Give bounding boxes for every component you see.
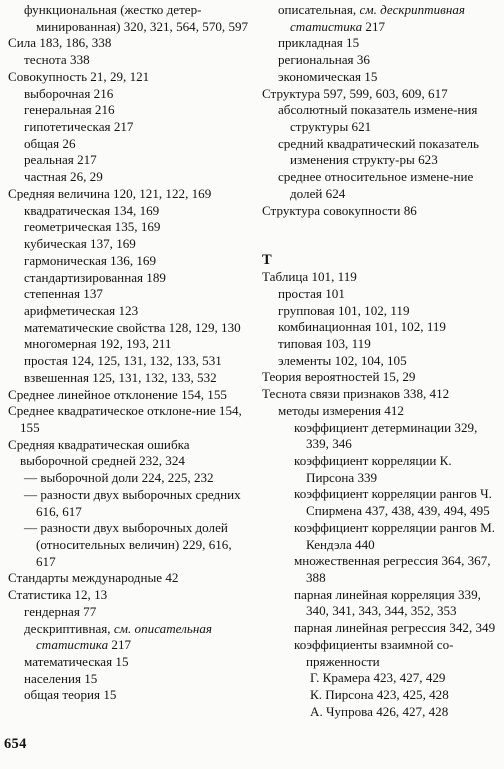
entry-text: Т [262, 252, 272, 269]
index-entry [262, 403, 502, 420]
index-entry [8, 286, 252, 303]
index-entry [8, 370, 252, 387]
index-entry [8, 320, 252, 337]
index-entry [262, 386, 502, 403]
index-entry [8, 169, 252, 186]
index-entry [8, 570, 252, 587]
entry-text: Структура 597, 599, 603, 609, 617 [262, 85, 448, 101]
entry-text: элементы 102, 104, 105 [278, 352, 407, 368]
cross-reference: см. описательная статистика [36, 620, 212, 653]
entry-text: математические свойства 128, 129, 130 [24, 319, 241, 335]
entry-text: — разности двух выборочных средних 616, 617 [24, 486, 241, 519]
index-entry [8, 403, 252, 436]
entry-text: общая теория 15 [24, 687, 117, 703]
entry-text: дескриптивная, [24, 620, 114, 636]
index-entry [262, 670, 502, 687]
index-section-letter [262, 252, 502, 269]
entry-text: простая 101 [278, 285, 345, 301]
entry-text: Средняя квадратическая ошибка выборочной средней 232, 324 [8, 436, 190, 469]
page-number: 654 [4, 736, 27, 752]
entry-text: К. Пирсона 423, 425, 428 [310, 687, 449, 703]
entry-text: простая 124, 125, 131, 132, 133, 531 [24, 353, 222, 369]
index-entry [8, 69, 252, 86]
entry-text: математическая 15 [24, 654, 129, 670]
index-entry [8, 487, 252, 520]
section-spacer [262, 219, 502, 252]
entry-text: — разности двух выборочных долей (относительных величин) 229, 616, 617 [24, 520, 232, 569]
index-entry [8, 270, 252, 287]
index-entry [8, 203, 252, 220]
entry-text: степенная 137 [24, 286, 103, 302]
index-entry [262, 369, 502, 386]
entry-text: Г. Крамера 423, 427, 429 [310, 670, 446, 686]
index-column-left [8, 2, 252, 704]
index-entry [8, 387, 252, 404]
entry-text: средний квадратический показатель изменения структу-ры 623 [278, 135, 479, 168]
index-entry [262, 69, 502, 86]
index-entry [262, 35, 502, 52]
index-entry [262, 203, 502, 220]
entry-text: парная линейная корреляция 339, 340, 341, 343, 344, 352, 353 [294, 586, 481, 619]
index-entry [262, 319, 502, 336]
index-entry [8, 687, 252, 704]
index-entry [8, 2, 252, 35]
index-entry [8, 119, 252, 136]
entry-text: общая 26 [24, 135, 76, 151]
entry-text: стандартизированная 189 [24, 269, 166, 285]
index-entry [262, 687, 502, 704]
entry-text: геометрическая 135, 169 [24, 219, 161, 235]
entry-text: арифметическая 123 [24, 302, 139, 318]
entry-text: гипотетическая 217 [24, 119, 134, 135]
entry-text: комбинационная 101, 102, 119 [278, 319, 446, 335]
index-entry [8, 336, 252, 353]
index-entry [262, 52, 502, 69]
index-entry [8, 654, 252, 671]
entry-text: Теория вероятностей 15, 29 [262, 369, 416, 385]
index-entry [262, 353, 502, 370]
index-entry [262, 587, 502, 620]
index-entry [8, 52, 252, 69]
index-entry [8, 604, 252, 621]
entry-text: частная 26, 29 [24, 169, 103, 185]
index-entry [262, 336, 502, 353]
index-entry [262, 169, 502, 202]
index-entry [8, 621, 252, 654]
index-entry [8, 520, 252, 570]
entry-text: выборочная 216 [24, 85, 114, 101]
index-entry [8, 136, 252, 153]
entry-text: Статистика 12, 13 [8, 587, 108, 603]
entry-text: абсолютный показатель измене-ния структуры 621 [278, 102, 478, 135]
index-entry [262, 620, 502, 637]
index-entry [262, 486, 502, 519]
entry-text: коэффициент корреляции рангов М. Кендэла 440 [294, 519, 496, 552]
index-entry [262, 2, 502, 35]
index-entry [8, 353, 252, 370]
entry-text: Теснота связи признаков 338, 412 [262, 386, 450, 402]
entry-text: описательная, [278, 2, 360, 17]
entry-text: региональная 36 [278, 52, 370, 68]
entry-text: взвешенная 125, 131, 132, 133, 532 [24, 369, 217, 385]
index-entry [8, 303, 252, 320]
entry-text: Стандарты международные 42 [8, 570, 179, 586]
entry-text: среднее относительное измене-ние долей 624 [278, 169, 474, 201]
index-entry [262, 420, 502, 453]
entry-text: коэффициент корреляции К. Пирсона 339 [294, 452, 452, 485]
index-entry [262, 520, 502, 553]
entry-text: генеральная 216 [24, 102, 115, 118]
entry-text: 217 [362, 18, 386, 34]
entry-text: реальная 217 [24, 152, 97, 168]
entry-text: гармоническая 136, 169 [24, 252, 157, 268]
index-entry [262, 704, 502, 721]
index-entry [262, 286, 502, 303]
entry-text: коэффициенты взаимной со-пряженности [294, 636, 454, 669]
entry-text: Сила 183, 186, 338 [8, 35, 112, 51]
entry-text: гендерная 77 [24, 603, 97, 619]
index-entry [262, 303, 502, 320]
index-entry [8, 437, 252, 470]
entry-text: множественная регрессия 364, 367, 388 [294, 553, 491, 585]
entry-text: населения 15 [24, 670, 98, 686]
index-entry [8, 186, 252, 203]
entry-text: теснота 338 [24, 52, 90, 68]
entry-text: Среднее линейное отклонение 154, 155 [8, 386, 227, 402]
entry-text: квадратическая 134, 169 [24, 202, 160, 218]
entry-text: функциональная (жестко детер-минированная) 320, 321, 564, 570, 597 [24, 2, 249, 34]
index-entry [8, 671, 252, 688]
index-entry [8, 253, 252, 270]
entry-text: групповая 101, 102, 119 [278, 302, 410, 318]
entry-text: Таблица 101, 119 [262, 269, 357, 285]
index-entry [262, 86, 502, 103]
entry-text: Средняя величина 120, 121, 122, 169 [8, 185, 212, 201]
index-column-right [262, 2, 502, 720]
entry-text: прикладная 15 [278, 35, 360, 51]
cross-reference: см. дескриптивная статистика [290, 2, 465, 34]
index-entry [262, 102, 502, 135]
index-entry [8, 470, 252, 487]
index-entry [262, 453, 502, 486]
entry-text: кубическая 137, 169 [24, 236, 136, 252]
index-entry [262, 136, 502, 169]
index-entry [8, 152, 252, 169]
entry-text: Совокупность 21, 29, 121 [8, 68, 150, 84]
index-entry [262, 553, 502, 586]
index-entry [262, 269, 502, 286]
entry-text: парная линейная регрессия 342, 349 [294, 620, 496, 636]
index-entry [8, 219, 252, 236]
index-entry [262, 637, 502, 670]
index-entry [8, 35, 252, 52]
entry-text: Структура совокупности 86 [262, 202, 417, 218]
entry-text: экономическая 15 [278, 68, 378, 84]
index-entry [8, 86, 252, 103]
entry-text: 217 [108, 637, 132, 653]
index-entry [8, 587, 252, 604]
entry-text: А. Чупрова 426, 427, 428 [310, 703, 449, 719]
index-entry [8, 102, 252, 119]
entry-text: Среднее квадратическое отклоне-ние 154, 155 [8, 403, 242, 435]
entry-text: методы измерения 412 [278, 402, 404, 418]
entry-text: многомерная 192, 193, 211 [24, 336, 172, 352]
index-entry [8, 236, 252, 253]
entry-text: — выборочной доли 224, 225, 232 [24, 470, 214, 486]
entry-text: коэффициент корреляции рангов Ч. Спирмена 437, 438, 439, 494, 495 [294, 486, 492, 519]
entry-text: коэффициент детерминации 329, 339, 346 [294, 419, 478, 452]
entry-text: типовая 103, 119 [278, 335, 371, 351]
